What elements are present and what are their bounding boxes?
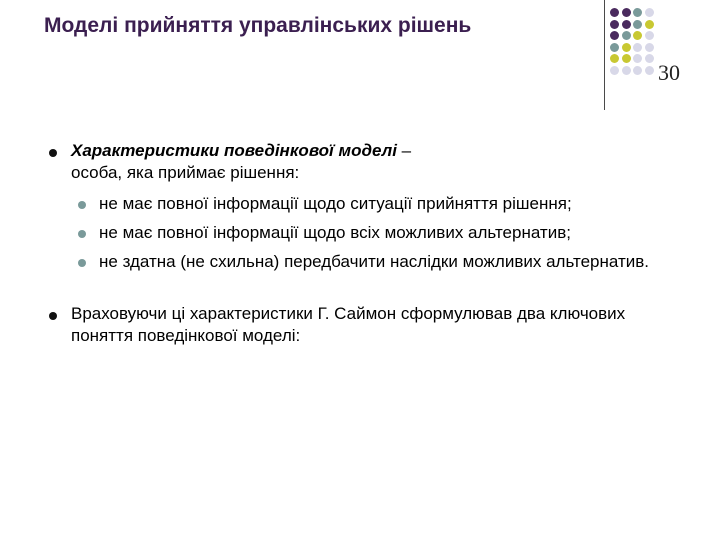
slide-content — [44, 140, 684, 347]
decorative-dot — [622, 31, 631, 40]
decorative-dot — [633, 43, 642, 52]
decorative-dot — [622, 54, 631, 63]
sub-bullet-dot-icon — [78, 259, 86, 267]
decorative-dot — [622, 20, 631, 29]
decorative-dot — [645, 20, 654, 29]
decorative-dot — [610, 31, 619, 40]
decorative-dot — [645, 54, 654, 63]
sub-bullet-dot-icon — [78, 201, 86, 209]
sub-bullet-text: не здатна (не схильна) передбачити наслідки можливих альтернатив. — [99, 252, 649, 271]
decorative-dot — [610, 8, 619, 17]
decorative-dot — [633, 20, 642, 29]
decorative-dot — [633, 54, 642, 63]
slide-number: 30 — [658, 60, 680, 85]
bullet-dot-icon — [49, 149, 57, 157]
bullet-item — [44, 303, 661, 347]
decorative-dot — [610, 54, 619, 63]
bullet-text: особа, яка приймає рішення: — [71, 163, 300, 182]
decorative-dot — [645, 31, 654, 40]
bullet-lead-text: Характеристики поведінкової моделі — [71, 141, 397, 160]
decorative-dot — [645, 66, 654, 75]
decorative-dot — [610, 20, 619, 29]
decorative-dot — [622, 66, 631, 75]
slide-title: Моделі прийняття управлінських рішень — [44, 14, 472, 37]
bullet-dash: – — [396, 141, 412, 160]
decorative-dot — [645, 43, 654, 52]
sub-bullet-dot-icon — [78, 230, 86, 238]
sub-bullet-item — [44, 222, 684, 244]
sub-bullet-text: не має повної інформації щодо всіх можливих альтернатив; — [99, 223, 571, 242]
decorative-dot — [622, 8, 631, 17]
decorative-dot — [633, 31, 642, 40]
decorative-dot — [633, 8, 642, 17]
decorative-dot — [633, 66, 642, 75]
bullet-dot-icon — [49, 312, 57, 320]
decorative-dot — [610, 66, 619, 75]
sub-bullet-item — [44, 193, 684, 215]
bullet-text: Враховуючи ці характеристики Г. Саймон сформулював два ключових поняття поведінкової моделі: — [71, 304, 626, 345]
sub-bullet-text: не має повної інформації щодо ситуації прийняття рішення; — [99, 194, 572, 213]
decorative-dot — [645, 8, 654, 17]
bullet-item — [44, 140, 684, 184]
decorative-dot — [622, 43, 631, 52]
sub-bullet-item — [44, 251, 664, 273]
decorative-dot — [610, 43, 619, 52]
decorative-dot-grid — [605, 8, 665, 98]
